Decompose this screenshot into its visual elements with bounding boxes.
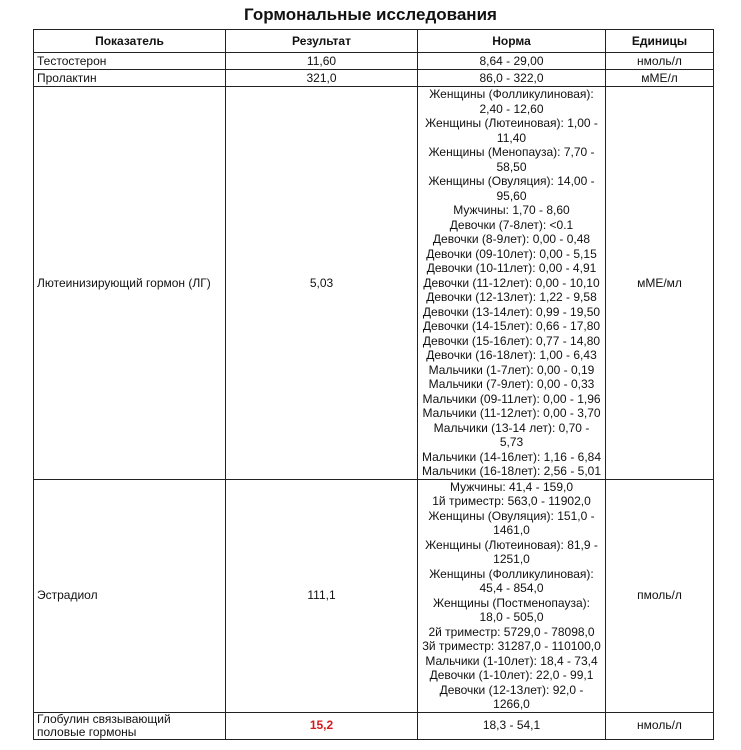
table-row xyxy=(34,479,714,712)
reference-range-line: Мальчики (1-7лет): 0,00 - 0,19 xyxy=(428,362,595,377)
reference-range-line: Женщины (Лютеиновая): 1,00 - xyxy=(425,116,598,130)
result-value: 321,0 xyxy=(226,70,418,87)
reference-range-line: 58,50 xyxy=(496,159,527,174)
reference-range-line: Девочки (10-11лет): 0,00 - 4,91 xyxy=(426,261,597,275)
reference-range-line: 86,0 - 322,0 xyxy=(479,70,544,85)
table-header-row xyxy=(34,30,714,53)
result-value: 111,1 xyxy=(226,479,418,712)
indicator-name: Пролактин xyxy=(34,70,226,87)
reference-range-line: Мужчины: 41,4 - 159,0 xyxy=(449,479,574,494)
reference-range xyxy=(418,87,606,480)
reference-range-line: Мальчики (13-14 лет): 0,70 - xyxy=(433,420,590,435)
reference-range-line: Мальчики (14-16лет): 1,16 - 6,84 xyxy=(422,449,601,464)
reference-range-line: Девочки (12-13лет): 92,0 - xyxy=(439,682,584,697)
reference-range-line: 2й триместр: 5729,0 - 78098,0 xyxy=(428,624,595,639)
result-value-flagged: 15,2 xyxy=(226,712,418,739)
reference-range-line: Девочки (16-18лет): 1,00 - 6,43 xyxy=(426,348,597,362)
header-result: Результат xyxy=(226,30,418,53)
table-row xyxy=(34,53,714,70)
result-value: 11,60 xyxy=(226,53,418,70)
reference-range-line: 95,60 xyxy=(496,188,527,203)
reference-range xyxy=(418,70,606,87)
reference-range-line: Женщины (Овуляция): 151,0 - xyxy=(428,508,595,523)
reference-range-line: Мальчики (09-11лет): 0,00 - 1,96 xyxy=(422,391,601,406)
reference-range-line: 1й триместр: 563,0 - 11902,0 xyxy=(432,494,591,508)
reference-range-line: Женщины (Овуляция): 14,00 - xyxy=(428,174,595,188)
reference-range-line: Мальчики (11-12лет): 0,00 - 3,70 xyxy=(422,406,601,420)
unit: пмоль/л xyxy=(606,479,714,712)
indicator-name: Тестостерон xyxy=(34,53,226,70)
reference-range-line: Женщины (Фолликулиновая): xyxy=(429,566,594,581)
reference-range-line: Девочки (1-10лет): 22,0 - 99,1 xyxy=(429,668,594,682)
reference-range-line: 5,73 xyxy=(499,435,524,449)
reference-range-line: Девочки (7-8лет): <0.1 xyxy=(449,217,574,232)
reference-range xyxy=(418,53,606,70)
reference-range-line: Девочки (15-16лет): 0,77 - 14,80 xyxy=(422,333,601,348)
unit: мМЕ/мл xyxy=(606,87,714,480)
reference-range-line: Девочки (11-12лет): 0,00 - 10,10 xyxy=(423,275,600,290)
reference-range-line: Девочки (13-14лет): 0,99 - 19,50 xyxy=(422,304,601,319)
reference-range-line: Женщины (Постменопауза): xyxy=(433,595,590,610)
reference-range-line: 45,4 - 854,0 xyxy=(479,581,544,595)
reference-range-line: Девочки (12-13лет): 1,22 - 9,58 xyxy=(426,290,597,304)
reference-range xyxy=(418,712,606,739)
reference-range-line: Девочки (8-9лет): 0,00 - 0,48 xyxy=(432,232,591,246)
reference-range-line: 1461,0 xyxy=(493,523,530,537)
unit: нмоль/л xyxy=(606,712,714,739)
report-title: Гормональные исследования xyxy=(244,5,497,24)
reference-range-line: 1266,0 xyxy=(493,697,530,711)
reference-range-line: Девочки (09-10лет): 0,00 - 5,15 xyxy=(426,246,597,261)
header-unit: Единицы xyxy=(606,30,714,53)
reference-range-line: 8,64 - 29,00 xyxy=(479,53,544,68)
indicator-name: Эстрадиол xyxy=(34,479,226,712)
reference-range-line: Девочки (14-15лет): 0,66 - 17,80 xyxy=(422,319,601,333)
reference-range-line: Женщины (Лютеиновая): 81,9 - xyxy=(425,537,598,552)
reference-range-line: 18,0 - 505,0 xyxy=(479,610,544,624)
reference-range-line: Мальчики (16-18лет): 2,56 - 5,01 xyxy=(422,464,601,478)
header-norm: Норма xyxy=(418,30,606,53)
result-value: 5,03 xyxy=(226,87,418,480)
table-row xyxy=(34,70,714,87)
reference-range-line: 18,3 - 54,1 xyxy=(482,718,541,733)
reference-range-line: Женщины (Менопауза): 7,70 - xyxy=(428,145,595,159)
indicator-name: Глобулин связывающий половые гормоны xyxy=(34,712,226,739)
reference-range-line: Мальчики (1-10лет): 18,4 - 73,4 xyxy=(425,653,598,668)
hormone-results-table xyxy=(33,29,714,740)
reference-range-line: 11,40 xyxy=(496,130,527,145)
reference-range xyxy=(418,479,606,712)
reference-range-line: 1251,0 xyxy=(493,552,530,566)
reference-range-line: Женщины (Фолликулиновая): xyxy=(429,87,594,101)
reference-range-line: Мальчики (7-9лет): 0,00 - 0,33 xyxy=(428,377,595,391)
reference-range-line: 2,40 - 12,60 xyxy=(479,101,544,116)
reference-range-line: Мужчины: 1,70 - 8,60 xyxy=(453,203,570,217)
indicator-name: Лютеинизирующий гормон (ЛГ) xyxy=(34,87,226,480)
unit: нмоль/л xyxy=(606,53,714,70)
reference-range-line: 3й триместр: 31287,0 - 110100,0 xyxy=(422,639,601,653)
unit: мМЕ/л xyxy=(606,70,714,87)
table-row xyxy=(34,712,714,739)
header-name: Показатель xyxy=(34,30,226,53)
table-row xyxy=(34,87,714,480)
